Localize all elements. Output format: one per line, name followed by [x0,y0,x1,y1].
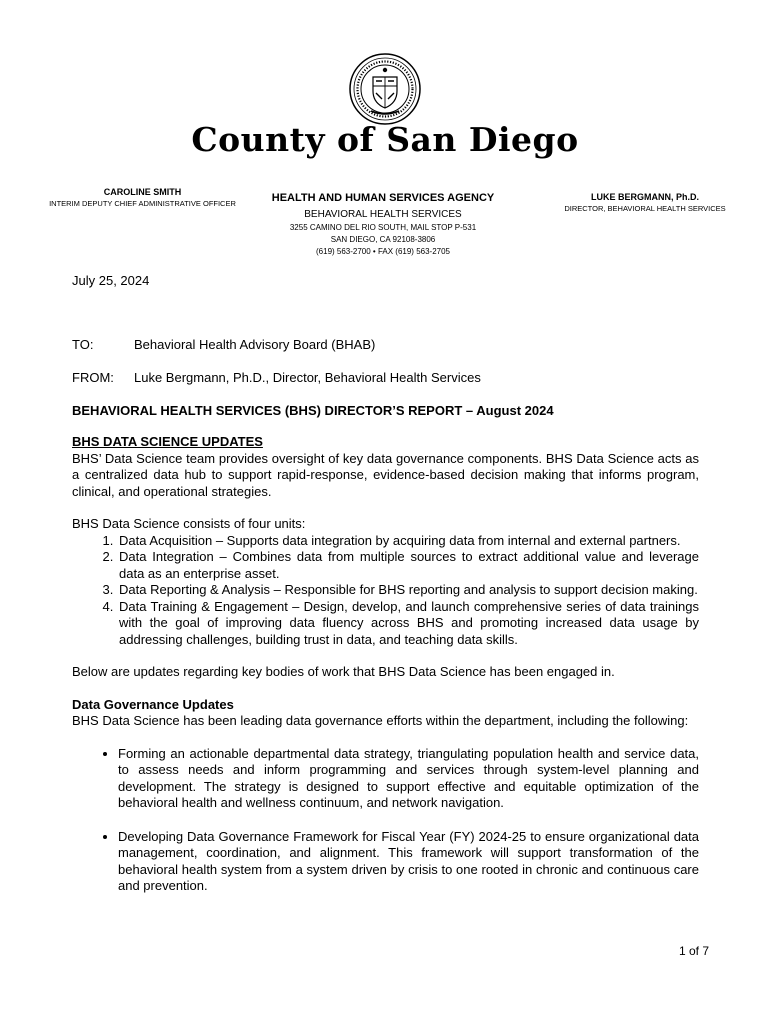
letterhead-right-block [555,192,735,213]
county-name-wordmark: County of San Diego [191,120,579,159]
deputy-officer-name: CAROLINE SMITH [103,187,182,197]
memo-from-label: FROM: [72,370,114,385]
county-seal-icon [349,53,421,125]
units-list [72,533,699,649]
section-intro: BHS’ Data Science team provides oversight of key data governance components. BHS Data Science acts as a centralized data hub to support rapid-response, evidence-based decision making that informs program, clinical, and operational strategies. [72,450,699,499]
governance-intro: BHS Data Science has been leading data governance efforts within the department, including the following: [72,713,689,728]
list-item: 3. Data Reporting & Analysis – Responsible for BHS reporting and analysis to support decision making. [117,582,699,599]
memo-date: July 25, 2024 [72,273,150,288]
governance-list [72,746,699,895]
department-name: BEHAVIORAL HEALTH SERVICES [304,209,462,220]
report-title: BEHAVIORAL HEALTH SERVICES (BHS) DIRECTOR’S REPORT – August 2024 [72,403,554,418]
address-line-2: SAN DIEGO, CA 92108-3806 [330,235,436,244]
updates-intro: Below are updates regarding key bodies of work that BHS Data Science has been engaged in. [72,664,615,679]
letterhead-center-block [238,192,528,256]
units-intro: BHS Data Science consists of four units: [72,516,306,531]
list-item: 1. Data Acquisition – Supports data integration by acquiring data from internal and external partners. [117,533,699,550]
list-item: • Forming an actionable departmental data strategy, triangulating population health and service data, to assess needs and inform programming and services through system-level planning and development. The strategy is designed to support effective and equitable optimization of the behavioral health and wellness continuum, and network navigation. [118,746,699,812]
address-line-1: 3255 CAMINO DEL RIO SOUTH, MAIL STOP P-531 [289,223,477,232]
page-number: 1 of 7 [678,944,709,958]
list-item: 4. Data Training & Engagement – Design, develop, and launch comprehensive series of data trainings with the goal of improving data fluency across BHS and promoting increased data usage by addressing challenges, building trust in data, and teaching data skills. [117,599,699,649]
memo-from-row [72,370,481,387]
phone-fax-line: (619) 563-2700 • FAX (619) 563-2705 [316,247,450,256]
director-title: DIRECTOR, BEHAVIORAL HEALTH SERVICES [564,204,726,213]
agency-name: HEALTH AND HUMAN SERVICES AGENCY [271,192,495,204]
list-item: • Developing Data Governance Framework for Fiscal Year (FY) 2024-25 to ensure organizational data management, coordination, and alignment. This framework will support transformation of the behavioral health system from a system driven by crisis to one rooted in chronic and continuous care and prevention. [118,829,699,895]
letterhead-left-block [40,187,245,208]
section-title: BHS DATA SCIENCE UPDATES [72,434,263,449]
director-name: LUKE BERGMANN, Ph.D. [591,192,699,202]
memo-to-value: Behavioral Health Advisory Board (BHAB) [134,337,376,352]
memo-to-label: TO: [72,337,94,352]
list-item: 2. Data Integration – Combines data from multiple sources to extract additional value and leverage data as an enterprise asset. [117,549,699,582]
memo-to-row [72,337,375,354]
governance-title: Data Governance Updates [72,696,234,712]
report-content [72,434,699,912]
memo-from-value: Luke Bergmann, Ph.D., Director, Behavioral Health Services [134,370,481,385]
deputy-officer-title: INTERIM DEPUTY CHIEF ADMINISTRATIVE OFFICER [49,199,236,208]
